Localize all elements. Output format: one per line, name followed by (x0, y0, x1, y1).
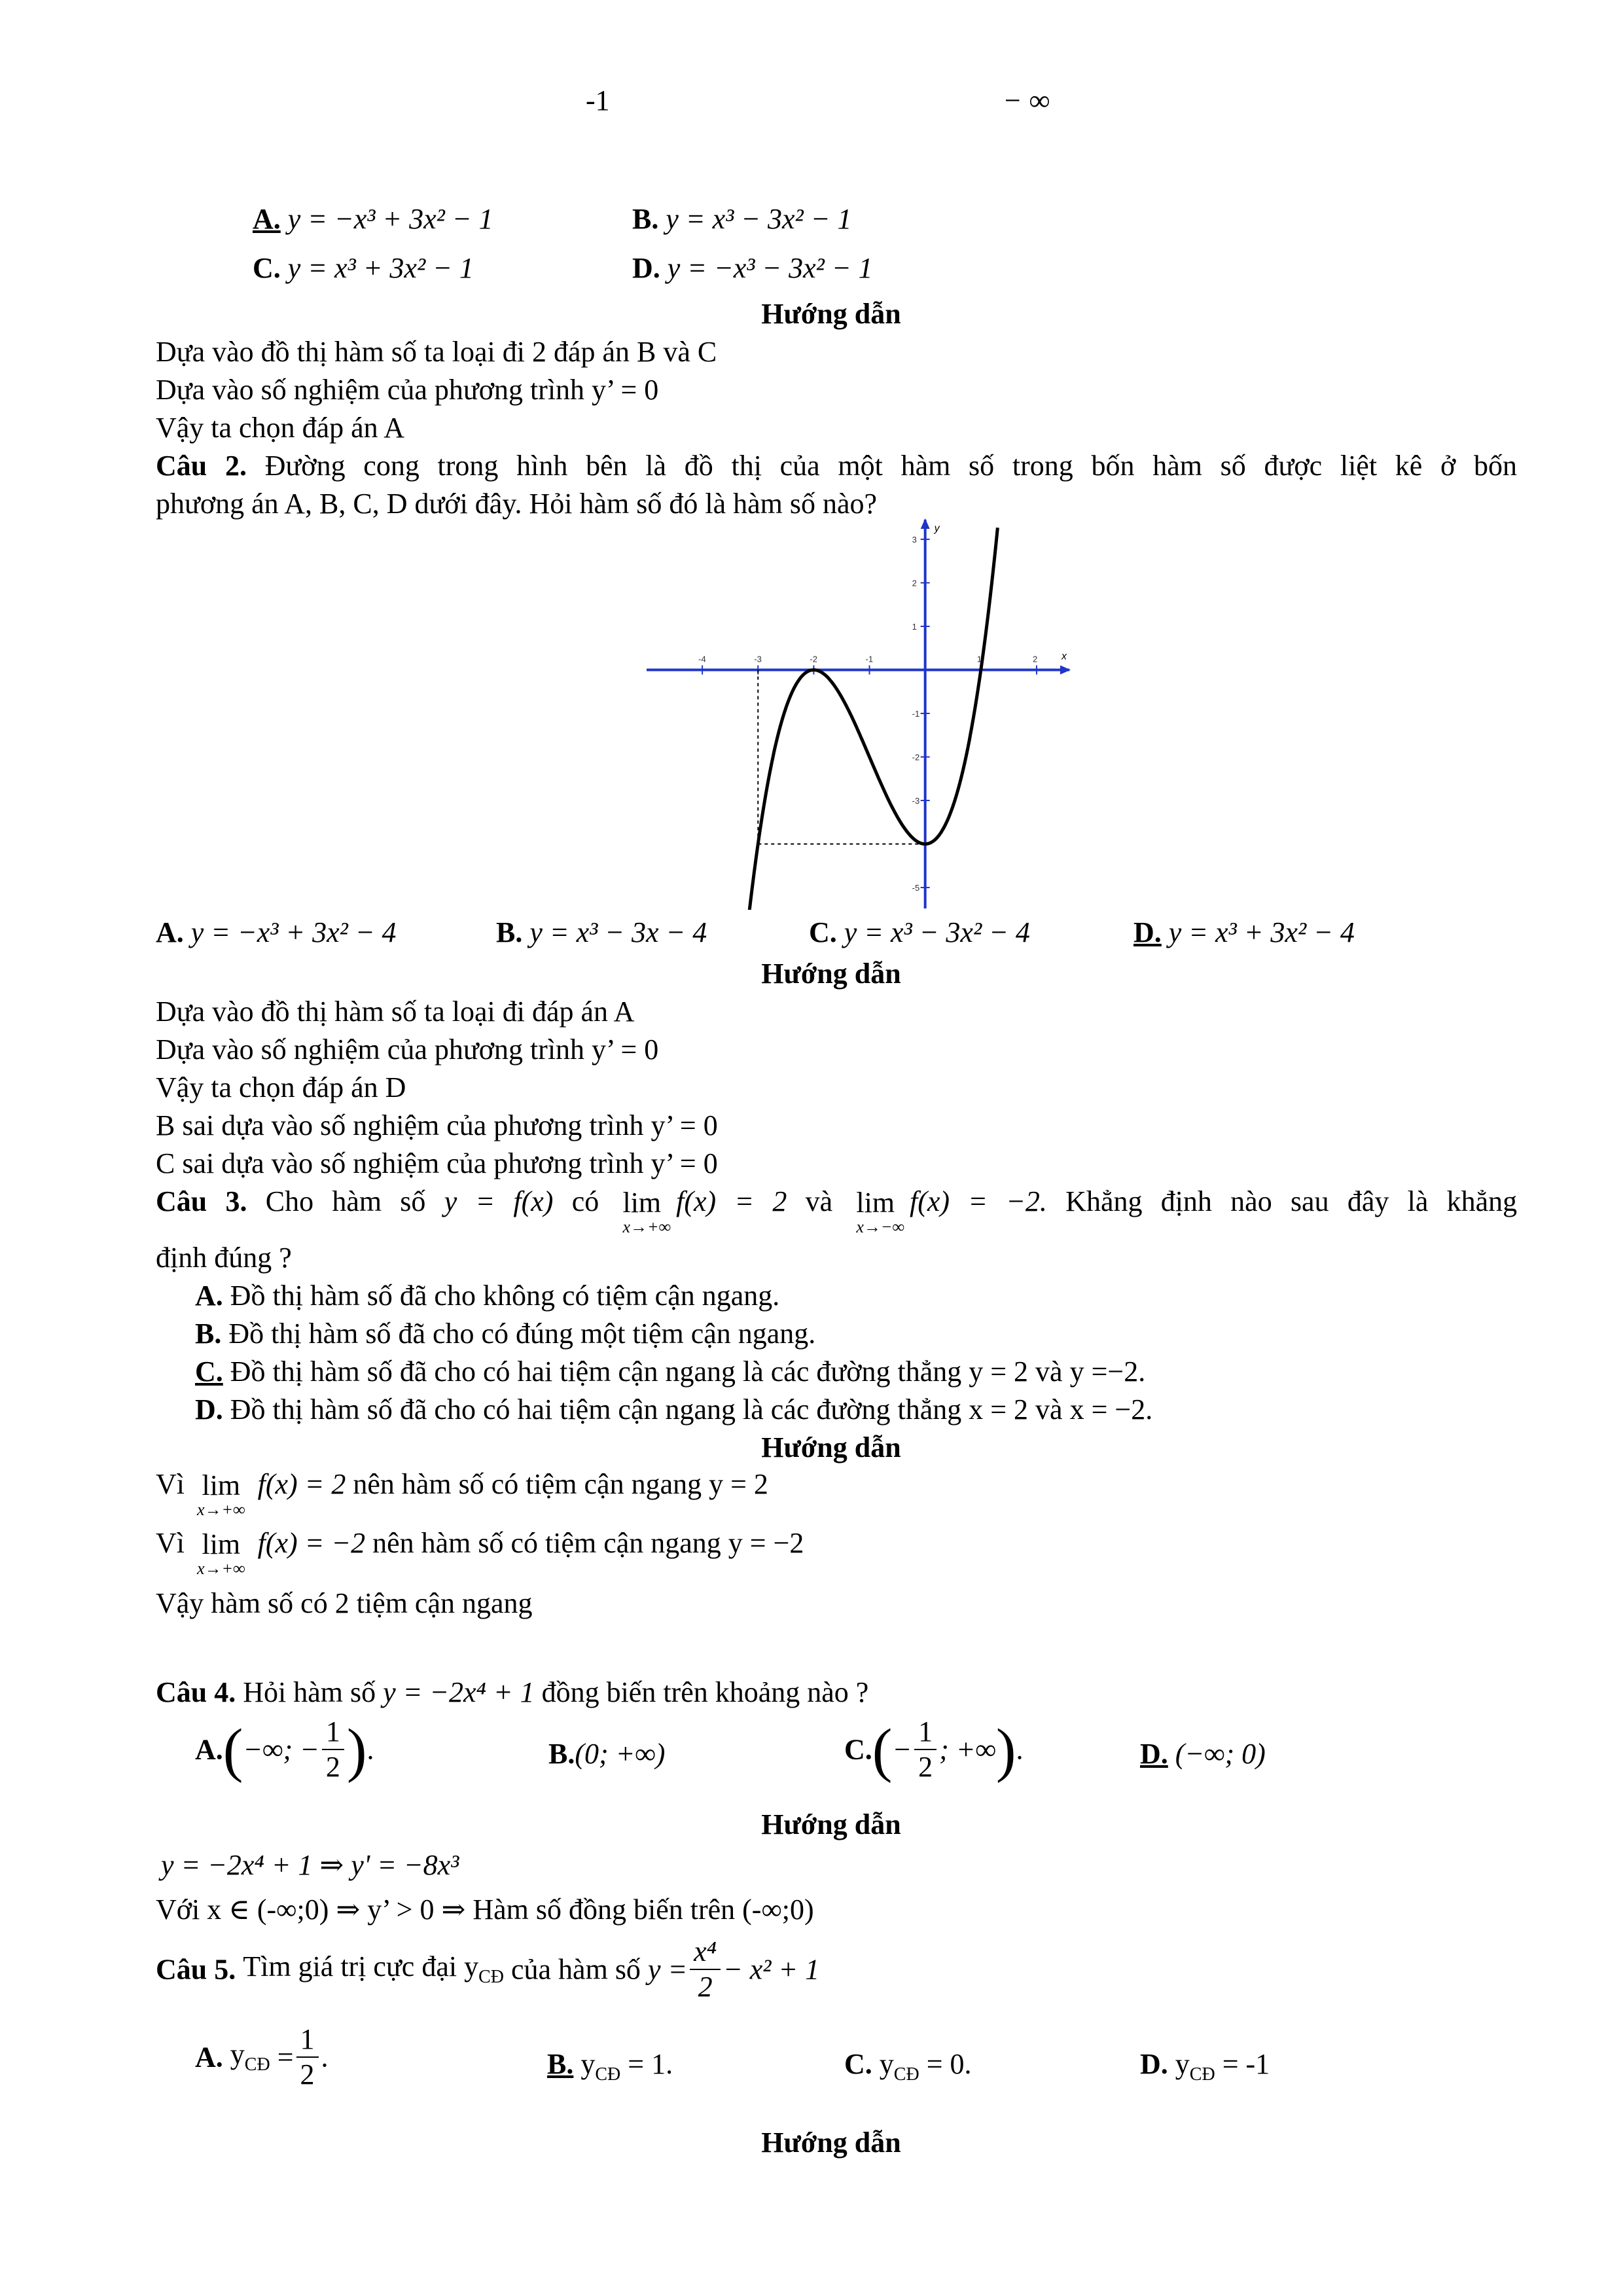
q4-option-a-frac (322, 1716, 344, 1784)
q1-option-c[interactable] (253, 254, 474, 283)
q4-option-a-den: 2 (325, 1751, 340, 1784)
q4-option-c-left: − (892, 1733, 912, 1766)
lim-sub: x→−∞ (856, 1217, 904, 1237)
q2-option-c-expr: y = x³ − 3x² − 4 (844, 916, 1030, 948)
lim-word: lim (202, 1528, 241, 1560)
q2-label: Câu 2. (156, 450, 247, 482)
x-tick-label: -4 (698, 654, 706, 664)
x-tick-label: 2 (1032, 654, 1038, 664)
q3-guide-line-3: Vậy hàm số có 2 tiệm cận ngang (156, 1587, 533, 1619)
y-tick-label: -3 (912, 796, 920, 806)
q5-func-frac (690, 1936, 721, 2003)
q3-guide-heading: Hướng dẫn (761, 1431, 901, 1463)
y-tick-label: -2 (912, 752, 920, 762)
q2-text-1: Đường cong trong hình bên là đồ thị của một hàm số trong bốn hàm số được liệt kê ở bốn (264, 450, 1518, 482)
q4-option-c-letter: C. (844, 1733, 872, 1766)
q2-text-line-2: phương án A, B, C, D dưới đây. Hỏi hàm số đó là hàm số nào? (156, 488, 878, 520)
q2-option-d-expr: y = x³ + 3x² − 4 (1168, 916, 1355, 948)
q5-option-c-pre: y (879, 2048, 894, 2080)
q5-func-num: x⁴ (690, 1936, 721, 1970)
q4-option-b-letter: B. (548, 1738, 575, 1770)
q3-guide-line-2 (156, 1529, 804, 1577)
q5-option-d[interactable] (1140, 2050, 1270, 2084)
q2-guide-heading: Hướng dẫn (761, 958, 901, 990)
q3-limit-2 (856, 1187, 904, 1236)
q3-option-c-letter: C. (195, 1355, 223, 1388)
q3-guide-line-1 (156, 1470, 768, 1518)
q2-option-c[interactable] (809, 918, 1030, 947)
y-axis-label: y (934, 523, 940, 534)
x-tick-label: -2 (810, 654, 817, 664)
q4-option-c-num: 1 (914, 1716, 936, 1750)
q5-option-c-letter: C. (844, 2048, 872, 2080)
q3-option-c[interactable] (195, 1357, 1145, 1386)
q2-option-d[interactable] (1133, 918, 1355, 947)
q3-text-a: Cho hàm số (265, 1185, 426, 1217)
q1-guide-heading: Hướng dẫn (761, 298, 901, 330)
q5-option-b-letter: B. (547, 2048, 574, 2080)
q2-option-d-letter: D. (1133, 916, 1162, 948)
q2-option-c-letter: C. (809, 916, 837, 948)
q1-option-b[interactable] (632, 205, 851, 234)
q2-guide-line-5: C sai dựa vào số nghiệm của phương trình y’ = 0 (156, 1147, 718, 1179)
q3-option-b-letter: B. (195, 1318, 222, 1350)
q4-option-c-close-paren: ) (995, 1716, 1016, 1784)
q5-option-d-eq: = -1 (1222, 2048, 1270, 2080)
q2-guide-line-4: B sai dựa vào số nghiệm của phương trình y’ = 0 (156, 1109, 718, 1141)
q2-guide-line-1: Dựa vào đồ thị hàm số ta loại đi đáp án A (156, 996, 635, 1028)
q3-text-line-2: định đúng ? (156, 1242, 292, 1274)
q4-option-a-left: −∞; − (243, 1733, 319, 1766)
q1-option-c-expr: y = x³ + 3x² − 1 (287, 252, 474, 284)
q3-guide-1-post: nên hàm số có tiệm cận ngang y = 2 (353, 1468, 768, 1500)
q5-text-b: của hàm số (511, 1953, 641, 1986)
q5-guide-heading: Hướng dẫn (761, 2126, 901, 2159)
q1-guide-line-2: Dựa vào số nghiệm của phương trình y’ = 0 (156, 374, 659, 406)
q4-option-d-letter: D. (1140, 1738, 1168, 1770)
q5-func-post: − x² + 1 (723, 1953, 820, 1986)
q4-option-a-num: 1 (322, 1716, 344, 1750)
q5-func-pre: y = (647, 1953, 688, 1986)
q5-option-a-sub: CĐ (244, 2054, 270, 2075)
q4-option-d[interactable] (1140, 1740, 1266, 1768)
q1-guide-line-3: Vậy ta chọn đáp án A (156, 412, 404, 444)
lim-sub: x→+∞ (622, 1217, 671, 1237)
lim-word: lim (856, 1187, 895, 1219)
q5-option-c[interactable] (844, 2050, 972, 2084)
x-axis-label: x (1061, 651, 1067, 662)
q1-option-a-expr: y = −x³ + 3x² − 1 (287, 203, 493, 235)
q4-option-c-right: ; +∞ (939, 1733, 996, 1766)
q3-text-c: và (805, 1185, 833, 1217)
q2-guide-line-2: Dựa vào số nghiệm của phương trình y’ = 0 (156, 1033, 659, 1066)
q5-option-c-y (879, 2048, 919, 2085)
q4-option-a-open-paren: ( (223, 1716, 243, 1784)
q5-text (156, 1936, 819, 2003)
q1-option-d-expr: y = −x³ − 3x² − 1 (667, 252, 873, 284)
q5-option-b-pre: y (580, 2048, 596, 2080)
x-tick-label: -3 (754, 654, 762, 664)
q3-option-a-text: Đồ thị hàm số đã cho không có tiệm cận ngang. (230, 1280, 780, 1312)
q2-option-b-expr: y = x³ − 3x − 4 (529, 916, 707, 948)
q5-option-b-eq: = 1. (628, 2048, 673, 2080)
q5-option-a-frac (296, 2024, 319, 2091)
q3-guide-1-limit (197, 1470, 245, 1518)
q3-guide-2-post: nên hàm số có tiệm cận ngang y = −2 (372, 1527, 804, 1559)
q5-option-a[interactable] (195, 2024, 329, 2091)
q4-option-c[interactable] (844, 1716, 1023, 1784)
q1-option-a-letter: A. (253, 203, 281, 235)
q5-option-a-eq: = (277, 2041, 294, 2073)
q3-option-b[interactable] (195, 1319, 815, 1348)
y-tick-label: 1 (912, 621, 917, 632)
q5-option-a-num: 1 (296, 2024, 319, 2058)
q4-func: y = −2x⁴ + 1 (383, 1676, 535, 1708)
q3-guide-2-expr: f(x) = −2 (257, 1527, 366, 1559)
q2-guide-line-3: Vậy ta chọn đáp án D (156, 1071, 406, 1103)
lim-sub: x→+∞ (197, 1500, 245, 1520)
header-right: − ∞ (1003, 84, 1050, 117)
q5-option-d-y (1175, 2048, 1215, 2085)
q3-limit-1 (622, 1187, 671, 1236)
q1-option-b-expr: y = x³ − 3x² − 1 (666, 203, 852, 235)
x-axis-arrow (1060, 665, 1071, 674)
q5-option-c-sub: CĐ (893, 2064, 919, 2085)
q5-option-d-pre: y (1175, 2048, 1190, 2080)
q4-option-d-expr: (−∞; 0) (1175, 1738, 1266, 1770)
q5-option-d-letter: D. (1140, 2048, 1168, 2080)
q5-label: Câu 5. (156, 1953, 236, 1986)
q4-option-a-close-paren: ) (346, 1716, 367, 1784)
q1-guide-line-1: Dựa vào đồ thị hàm số ta loại đi 2 đáp án B và C (156, 336, 717, 368)
q3-option-c-text: Đồ thị hàm số đã cho có hai tiệm cận ngang là các đường thẳng y = 2 và y =−2. (230, 1355, 1146, 1388)
q2-option-b[interactable] (496, 918, 707, 947)
q5-option-a-post: . (321, 2041, 329, 2073)
q3-limit-2-expr: f(x) = −2. (910, 1185, 1047, 1217)
q4-option-c-den: 2 (918, 1751, 933, 1784)
q2-graph (641, 517, 1073, 910)
q4-guide-heading: Hướng dẫn (761, 1808, 901, 1840)
q3-fx: y = f(x) (444, 1185, 554, 1217)
q5-text-a-main: Tìm giá trị cực đại y (243, 1950, 479, 1983)
q4-guide-line-2: Với x ∈ (-∞;0) ⇒ y’ > 0 ⇒ Hàm số đồng biến trên (-∞;0) (156, 1893, 814, 1926)
q1-option-c-letter: C. (253, 252, 281, 284)
q5-option-a-den: 2 (300, 2058, 315, 2091)
q4-option-c-end: . (1016, 1733, 1024, 1766)
q5-option-d-sub: CĐ (1189, 2064, 1215, 2085)
q4-option-c-frac (914, 1716, 936, 1784)
q5-text-a (243, 1950, 504, 1988)
q3-text-line-1 (156, 1187, 1517, 1236)
x-tick-label: 1 (976, 654, 982, 664)
q3-limit-1-expr: f(x) = 2 (676, 1185, 787, 1217)
q4-option-c-open-paren: ( (872, 1716, 893, 1784)
q5-option-a-y (230, 2038, 270, 2075)
q3-text-d: Khẳng định nào sau đây là khẳng (1065, 1185, 1518, 1217)
q5-option-b-sub: CĐ (595, 2064, 621, 2085)
q3-option-a-letter: A. (195, 1280, 223, 1312)
q3-guide-2-pre: Vì (156, 1527, 185, 1559)
q3-option-a[interactable] (195, 1282, 779, 1310)
q3-guide-1-expr: f(x) = 2 (257, 1468, 346, 1500)
y-tick-label: 2 (912, 578, 917, 588)
q4-guide-line-1: y = −2x⁴ + 1 ⇒ y' = −8x³ (161, 1849, 459, 1881)
q5-option-b[interactable] (547, 2050, 673, 2084)
q4-text (156, 1678, 868, 1707)
q4-option-a[interactable] (195, 1716, 374, 1784)
y-tick-label: 3 (912, 534, 917, 545)
q3-guide-1-pre: Vì (156, 1468, 185, 1500)
header-left: -1 (586, 84, 610, 117)
q4-label: Câu 4. (156, 1676, 236, 1708)
q3-option-d[interactable] (195, 1395, 1152, 1424)
q5-option-a-letter: A. (195, 2041, 223, 2073)
q3-text-b: có (571, 1185, 599, 1217)
q3-option-d-text: Đồ thị hàm số đã cho có hai tiệm cận ngang là các đường thẳng x = 2 và x = −2. (230, 1393, 1153, 1426)
y-tick-label: -5 (912, 883, 920, 893)
q2-option-a-expr: y = −x³ + 3x² − 4 (190, 916, 397, 948)
y-axis-arrow (921, 518, 930, 529)
y-tick-label: -1 (912, 709, 920, 719)
q1-option-d[interactable] (632, 254, 873, 283)
lim-word: lim (622, 1187, 662, 1219)
q1-option-b-letter: B. (632, 203, 659, 235)
q5-option-a-pre: y (230, 2038, 245, 2071)
q1-option-a[interactable] (253, 205, 493, 234)
q4-option-b-expr: (0; +∞) (575, 1738, 666, 1770)
q4-text-b: đồng biến trên khoảng nào ? (541, 1676, 869, 1708)
q3-guide-2-limit (197, 1529, 245, 1577)
q4-option-b[interactable] (548, 1740, 665, 1768)
q5-text-sub: CĐ (478, 1967, 504, 1988)
q2-option-b-letter: B. (496, 916, 523, 948)
q2-option-a[interactable] (156, 918, 397, 947)
q3-option-b-text: Đồ thị hàm số đã cho có đúng một tiệm cận ngang. (228, 1318, 816, 1350)
q2-option-a-letter: A. (156, 916, 184, 948)
q4-text-a: Hỏi hàm số (243, 1676, 376, 1708)
q3-option-d-letter: D. (195, 1393, 223, 1426)
q4-option-a-end: . (366, 1733, 374, 1766)
lim-word: lim (202, 1469, 241, 1501)
q2-text-line-1 (156, 452, 1517, 480)
q5-option-b-y (580, 2048, 621, 2085)
q5-func-den: 2 (698, 1971, 713, 2003)
function-curve (747, 528, 997, 910)
q3-label: Câu 3. (156, 1185, 247, 1217)
q1-option-d-letter: D. (632, 252, 660, 284)
q5-option-c-eq: = 0. (926, 2048, 972, 2080)
x-tick-label: -1 (865, 654, 874, 664)
q4-option-a-letter: A. (195, 1733, 223, 1766)
lim-sub: x→+∞ (197, 1559, 245, 1579)
